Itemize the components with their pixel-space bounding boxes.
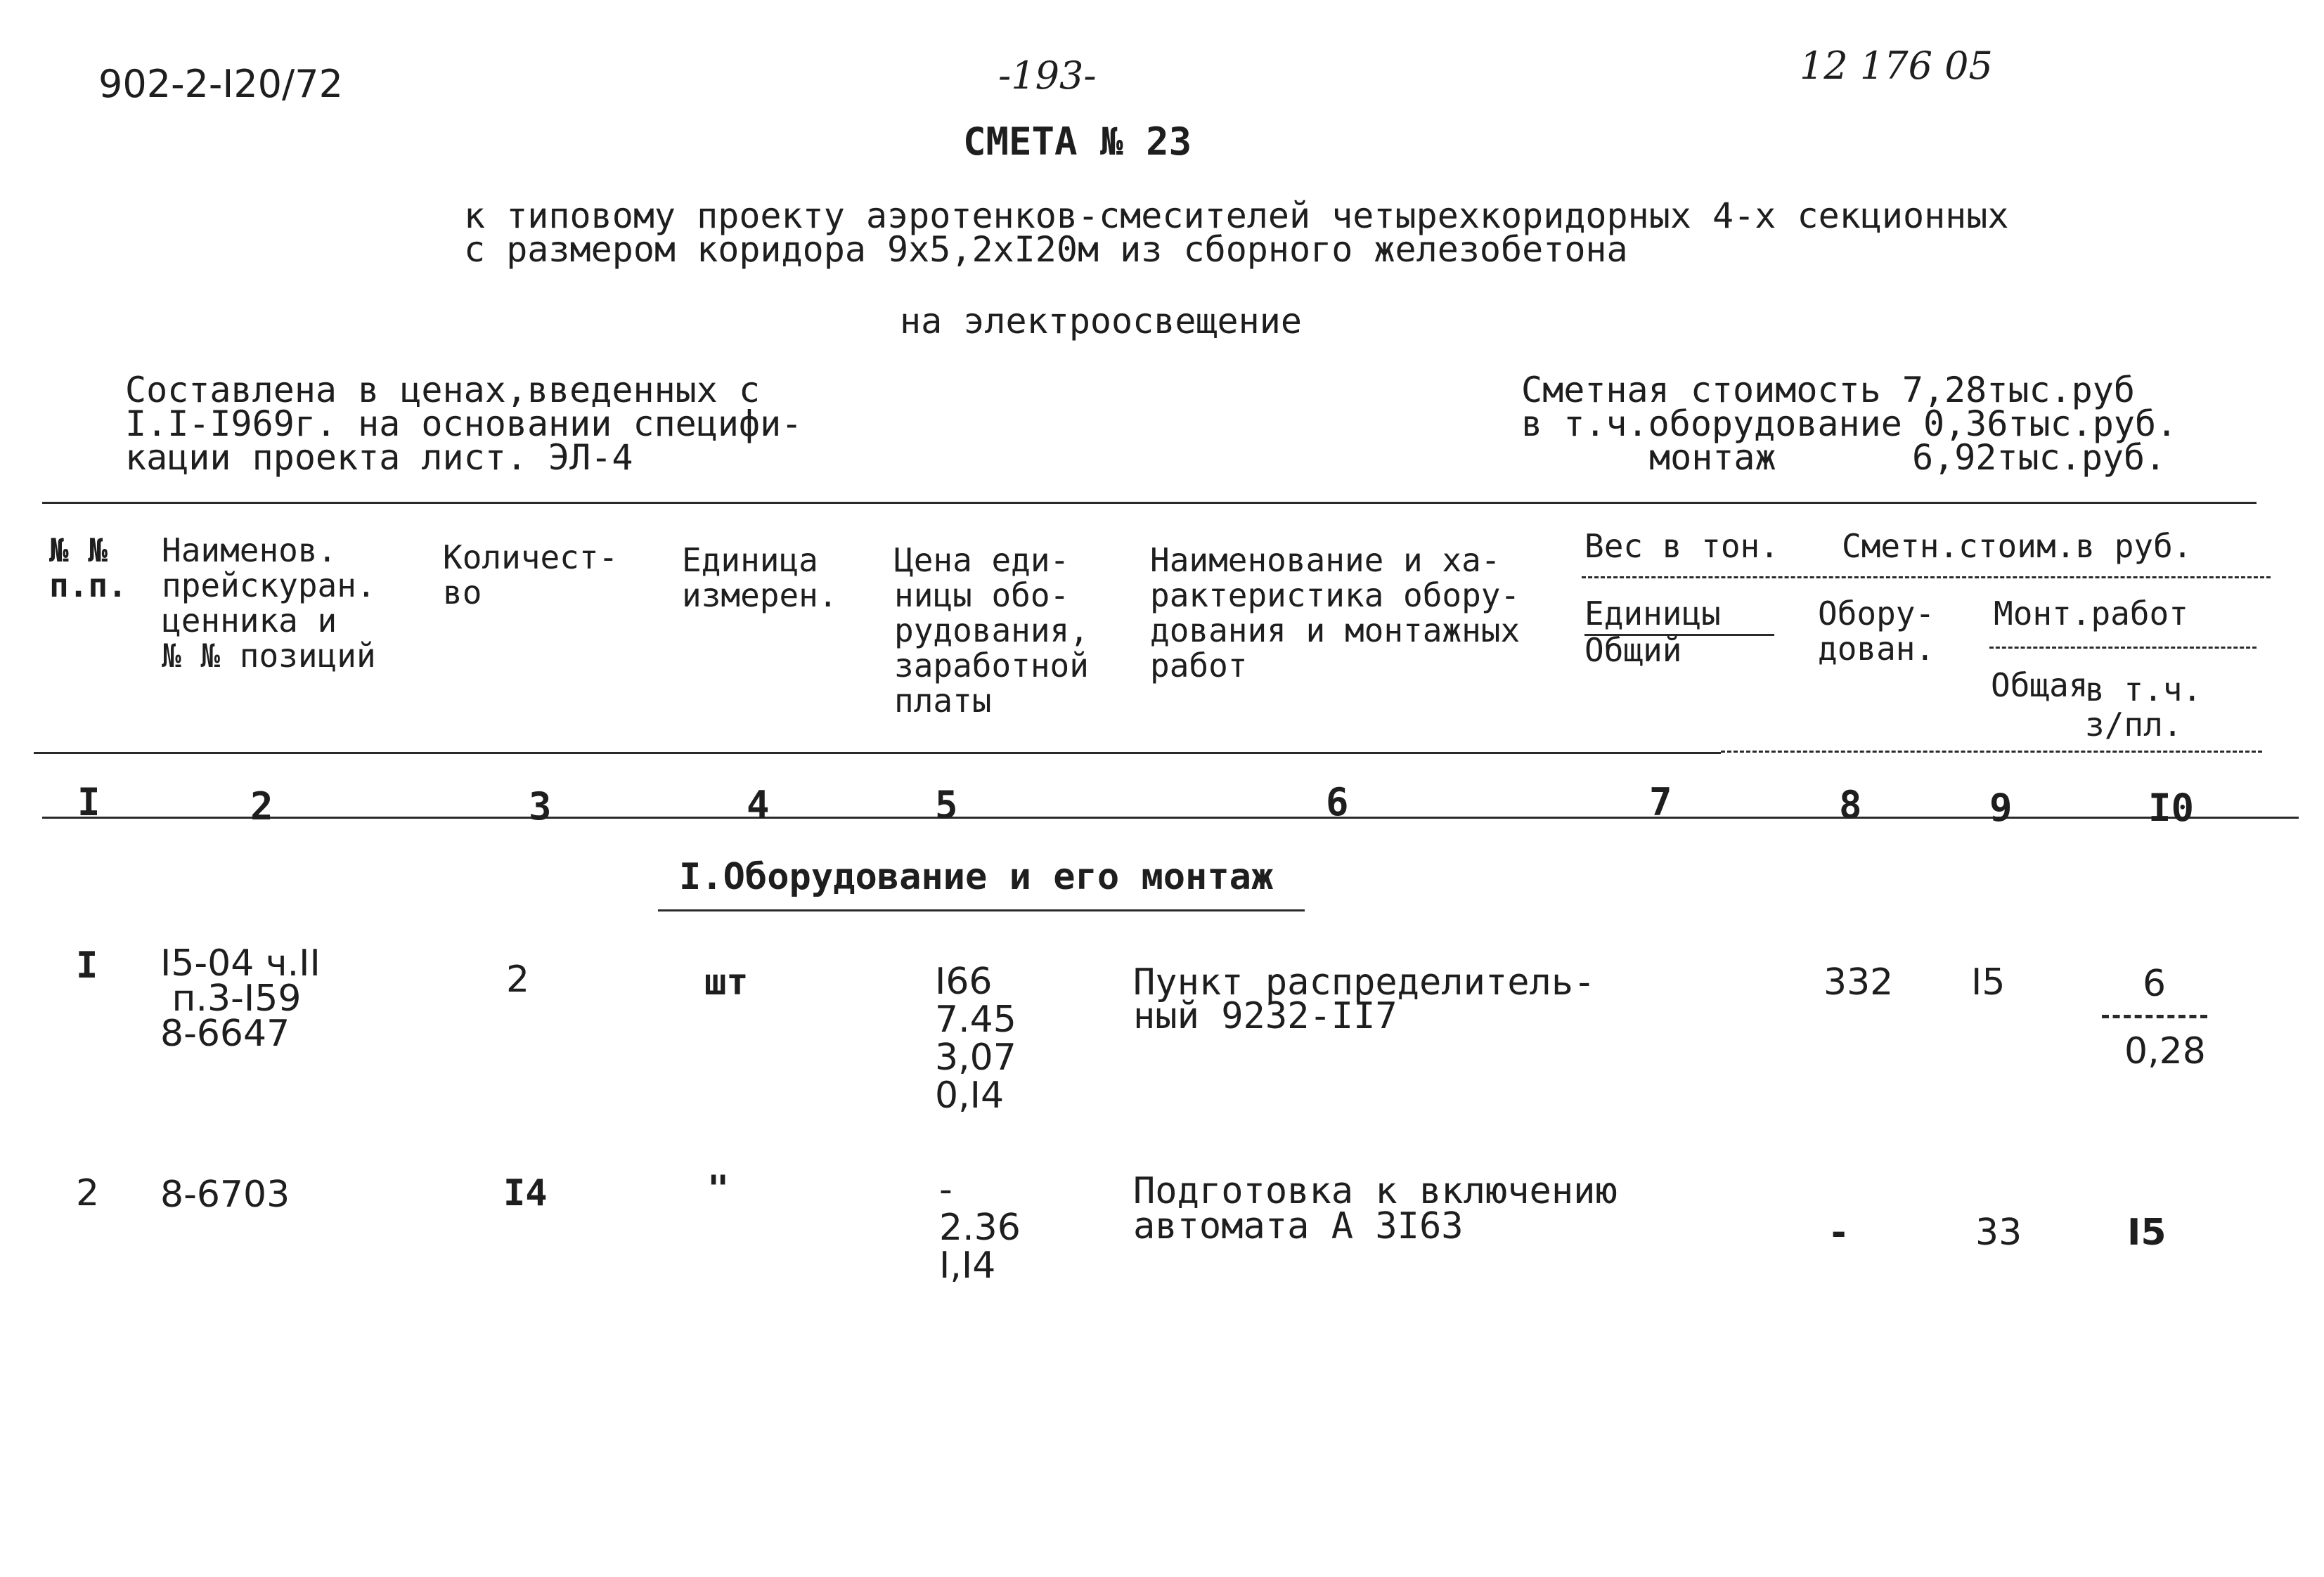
header-description: Наименование и ха- рактеристика обору- дования и монтажных работ xyxy=(1150,541,1521,684)
cost-summary-install-label: монтаж xyxy=(1649,437,1776,478)
unit: " xyxy=(707,1168,730,1210)
section-title-underline xyxy=(658,909,1305,911)
equipment-cost: 332 xyxy=(1823,961,1894,1004)
subtitle-line-1: к типовому проекту аэротенков-смесителей четырехкоридорных 4-х секционных xyxy=(464,195,2009,236)
column-number: I xyxy=(77,780,101,824)
quantity: 2 xyxy=(506,959,530,1001)
header-price-reference: Наименов. прейскуран. ценника и № № позиций xyxy=(162,531,376,675)
equipment-cost: - xyxy=(1828,1212,1850,1254)
unit: шт xyxy=(704,961,749,1004)
header-cost-equipment: Обору- дован. xyxy=(1818,595,1935,668)
header-weight-total: Общий xyxy=(1584,631,1682,669)
header-cost-group: Сметн.стоим.в руб. xyxy=(1842,527,2193,565)
row-number: 2 xyxy=(76,1172,100,1214)
header-weight-unit: Единицы xyxy=(1584,595,1721,632)
basis-line-1: Составлена в ценах,введенных с xyxy=(125,370,761,410)
page-number: -193- xyxy=(998,53,1097,98)
price-reference: I5-04 ч.II п.3-I59 8-6647 xyxy=(160,942,321,1055)
cost-summary-total: Сметная стоимость 7,28тыс.руб xyxy=(1521,370,2135,410)
cost-group-rule xyxy=(1582,576,2271,578)
install-total: I5 xyxy=(1971,961,2006,1004)
basis-line-3: кации проекта лист. ЭЛ-4 xyxy=(125,437,633,478)
column-number: 9 xyxy=(1989,786,2013,830)
table-header-bottom-rule xyxy=(34,752,1721,754)
row-number: I xyxy=(76,945,98,987)
install-total: 33 xyxy=(1975,1212,2022,1254)
item-description: Подготовка к включению автомата А 3I63 xyxy=(1133,1170,1618,1247)
item-description: Пункт распределитель- ный 9232-II7 xyxy=(1133,961,1596,1037)
subtitle-line-2: с размером коридора 9х5,2хI20м из сборного железобетона xyxy=(464,229,1628,270)
column-number: I0 xyxy=(2148,786,2195,830)
table-top-rule xyxy=(42,502,2257,504)
table-header-bottom-rule-dashed xyxy=(1721,751,2262,753)
header-unit: Единица измерен. xyxy=(682,541,838,614)
section-title: I.Оборудование и его монтаж xyxy=(679,856,1274,898)
install-wages-fraction-bar xyxy=(2102,1015,2207,1018)
column-number: 8 xyxy=(1839,783,1862,827)
column-number: 4 xyxy=(747,783,770,827)
install-wages-numerator: 6 xyxy=(2143,963,2167,1005)
install-wages-denominator: 0,28 xyxy=(2124,1030,2206,1072)
column-number: 5 xyxy=(935,783,958,827)
header-quantity: Количест- во xyxy=(443,538,619,611)
header-cost-install-total: Общая xyxy=(1991,666,2089,704)
header-cost-install: Монт.работ xyxy=(1994,595,2188,632)
install-wages-numerator: I5 xyxy=(2127,1212,2167,1254)
column-number: 2 xyxy=(250,784,273,829)
header-weight-group: Вес в тон. xyxy=(1584,527,1779,565)
column-number: 6 xyxy=(1326,780,1349,824)
unit-price: I66 7.45 3,07 0,I4 xyxy=(935,961,1016,1117)
column-number: 3 xyxy=(529,784,552,829)
cost-summary-equipment: в т.ч.оборудование 0,36тыс.руб. xyxy=(1521,403,2178,444)
cost-summary-install-value: 6,92тыс.руб. xyxy=(1912,437,2167,478)
unit-price: - 2.36 I,I4 xyxy=(939,1169,1021,1287)
column-numbers-rule xyxy=(42,817,2299,819)
header-unit-price: Цена еди- ницы обо- рудования, заработной платы xyxy=(894,541,1089,720)
header-row-number: № № п.п. xyxy=(49,531,127,604)
subtitle-line-3: на электроосвещение xyxy=(900,301,1302,342)
price-reference: 8-6703 xyxy=(160,1174,290,1216)
document-code: 902-2-I20/72 xyxy=(98,62,343,106)
install-split-rule xyxy=(1989,647,2257,649)
header-cost-install-wages: в т.ч. з/пл. xyxy=(2085,670,2202,744)
estimate-title: СМЕТА № 23 xyxy=(963,119,1192,164)
column-number: 7 xyxy=(1649,780,1672,824)
quantity: I4 xyxy=(503,1172,548,1214)
inventory-number: 12 176 05 xyxy=(1800,44,1993,88)
basis-line-2: I.I-I969г. на основании специфи- xyxy=(125,403,803,444)
